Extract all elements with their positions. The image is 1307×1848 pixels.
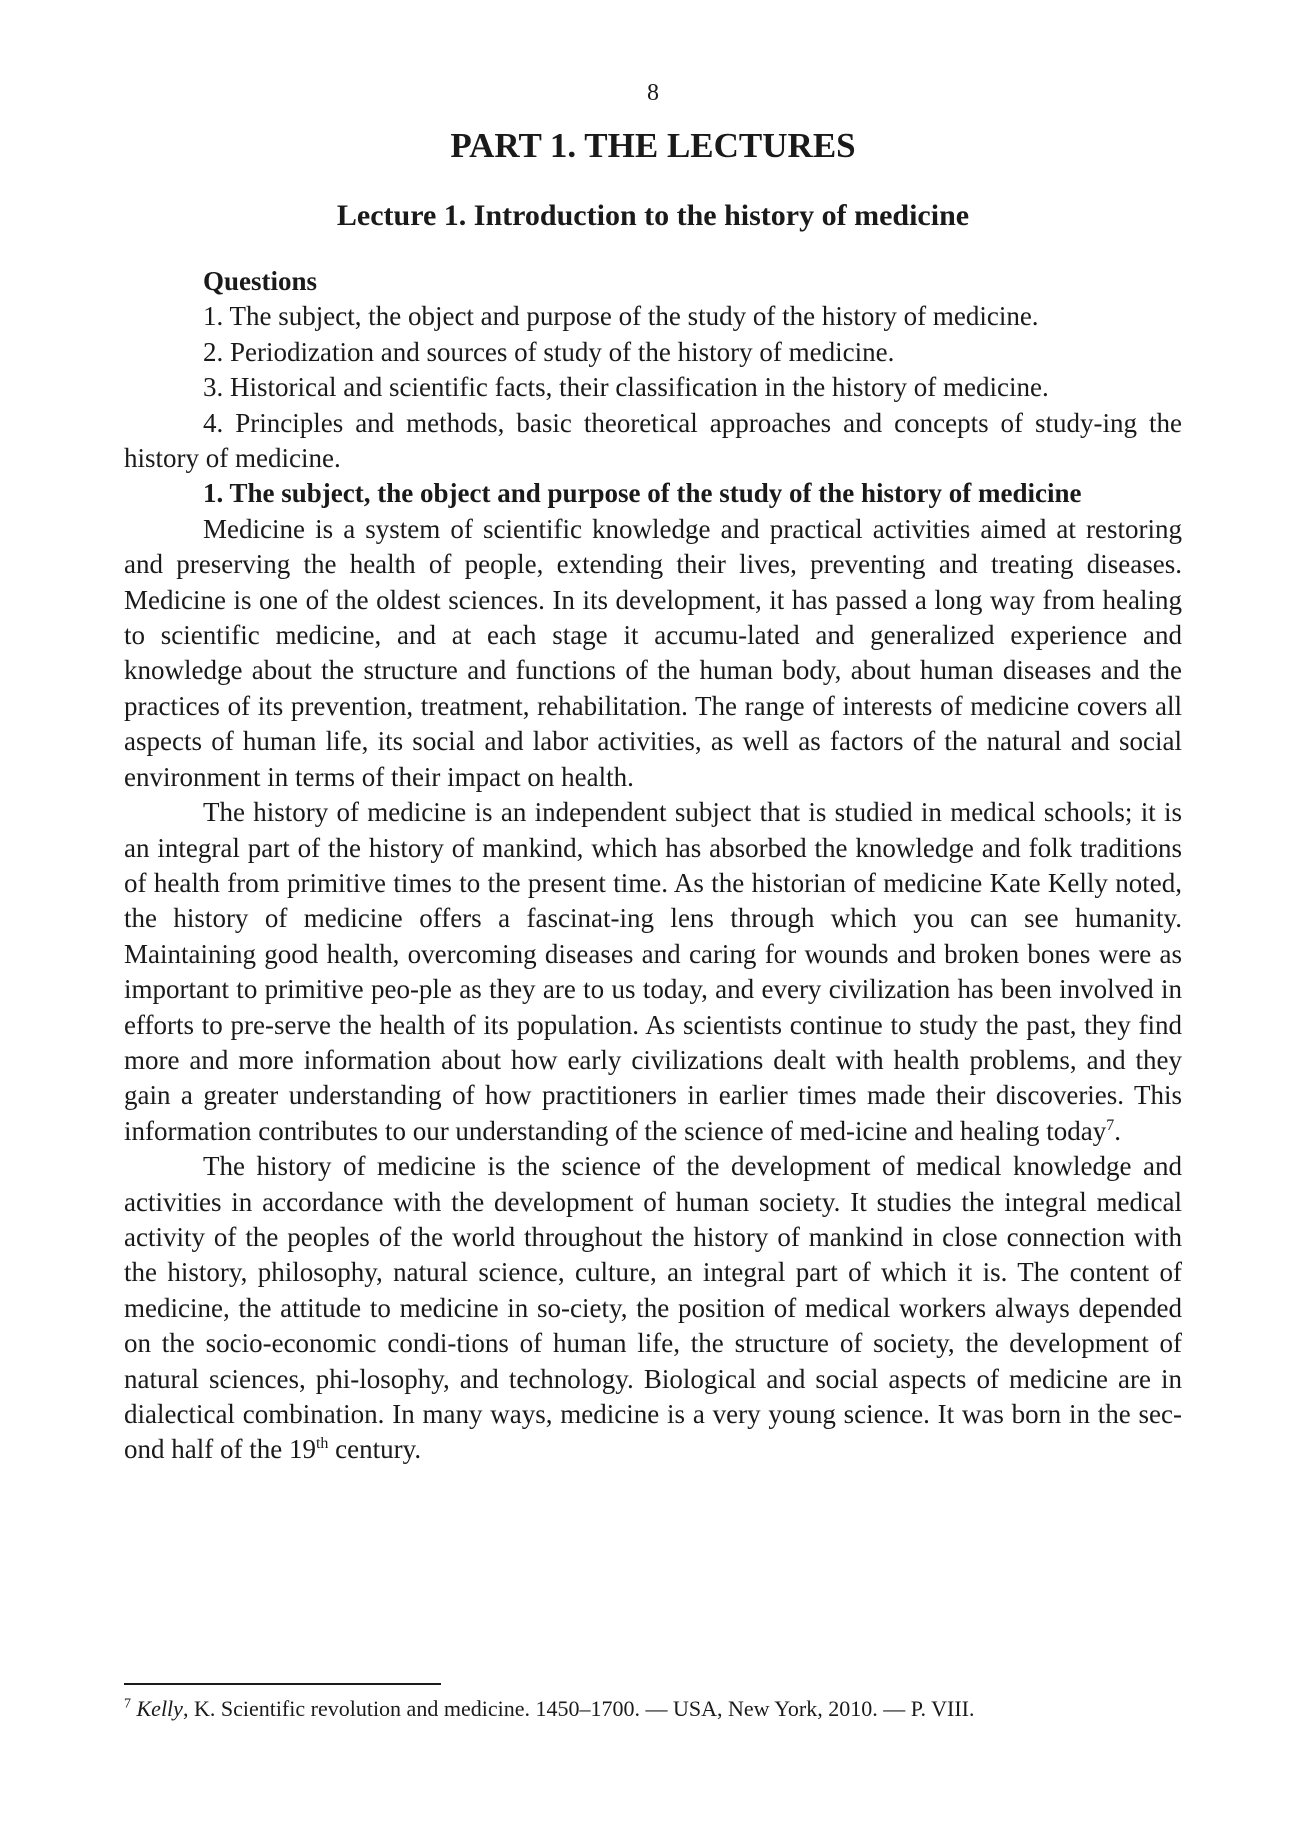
question-item-4: 4. Principles and methods, basic theoretical approaches and concepts of study-ing the history of medicine. [124, 407, 1182, 474]
footnote-mark: 7 [124, 1696, 131, 1712]
paragraph-3-end: century. [328, 1434, 422, 1465]
question-item-3: 3. Historical and scientific facts, their classification in the history of medicine. [203, 372, 1049, 403]
paragraph-2-text: The history of medicine is an independent subject that is studied in medical schools; it is an integral part of the history of mankind, which has absorbed the knowledge and folk traditions of health from primitive times to the present time. As the historian of medicine Kate Kelly noted, the history of medicine offers a fascinat-ing lens through which you can see humanity. Maintaining good health, overcoming diseases and caring for wounds and broken bones were as important to primitive peo-ple as they are to us today, and every civilization has been involved in efforts to pre-serve the health of its population. As scientists continue to study the past, they find more and more information about how early civilizations dealt with health problems, and they gain a greater understanding of how practitioners in earlier times made their discoveries. This information contributes to our understanding of the science of med-icine and healing today [124, 797, 1182, 1146]
paragraph-2-end: . [1114, 1115, 1121, 1146]
ordinal-superscript: th [315, 1435, 329, 1453]
footnote-text: Scientific revolution and medicine. 1450–1700. — USA, New York, 2010. — P. VIII. [215, 1696, 975, 1721]
paragraph-2 [124, 795, 1182, 1149]
question-item-2: 2. Periodization and sources of study of the history of medicine. [203, 336, 895, 367]
part-title: PART 1. THE LECTURES [450, 126, 856, 165]
page-number: 8 [647, 80, 659, 106]
footnote [124, 1695, 1182, 1723]
footnote-reference[interactable]: 7 [1106, 1116, 1115, 1134]
paragraph-3 [124, 1149, 1182, 1468]
section-heading: 1. The subject, the object and purpose of the study of the history of medicine [203, 478, 1082, 509]
footnote-author: Kelly [136, 1696, 183, 1721]
questions-heading: Questions [203, 266, 318, 296]
footnote-author-suffix: , K. [182, 1696, 216, 1721]
paragraph-3-text: The history of medicine is the science of the development of medical knowledge and activities in accordance with the development of human society. It studies the integral medical activity of the peoples of the world throughout the history of mankind in close connection with the history, philosophy, natural science, culture, an integral part of which it is. The content of medicine, the attitude to medicine in so-ciety, the position of medical workers always depended on the socio-economic condi-tions of human life, the structure of society, the development of natural sciences, phi-losophy, and technology. Biological and social aspects of medicine are in dialectical combination. In many ways, medicine is a very young science. It was born in the sec-ond half of the 19 [124, 1151, 1182, 1465]
paragraph-1: Medicine is a system of scientific knowledge and practical activities aimed at restoring and preserving the health of people, extending their lives, preventing and treating diseases. Medicine is one of the oldest sciences. In its development, it has passed a long way from healing to scientific medicine, and at each stage it accumu-lated and generalized experience and knowledge about the structure and functions of the human body, about human diseases and the practices of its prevention, treatment, rehabilitation. The range of interests of medicine covers all aspects of human life, its social and labor activities, as well as factors of the natural and social environment in terms of their impact on health. [124, 513, 1182, 792]
body-text [124, 264, 1182, 1468]
footnote-divider [124, 1683, 441, 1685]
question-item-1: 1. The subject, the object and purpose of the study of the history of medicine. [203, 301, 1039, 332]
lecture-title: Lecture 1. Introduction to the history of medicine [336, 199, 970, 232]
